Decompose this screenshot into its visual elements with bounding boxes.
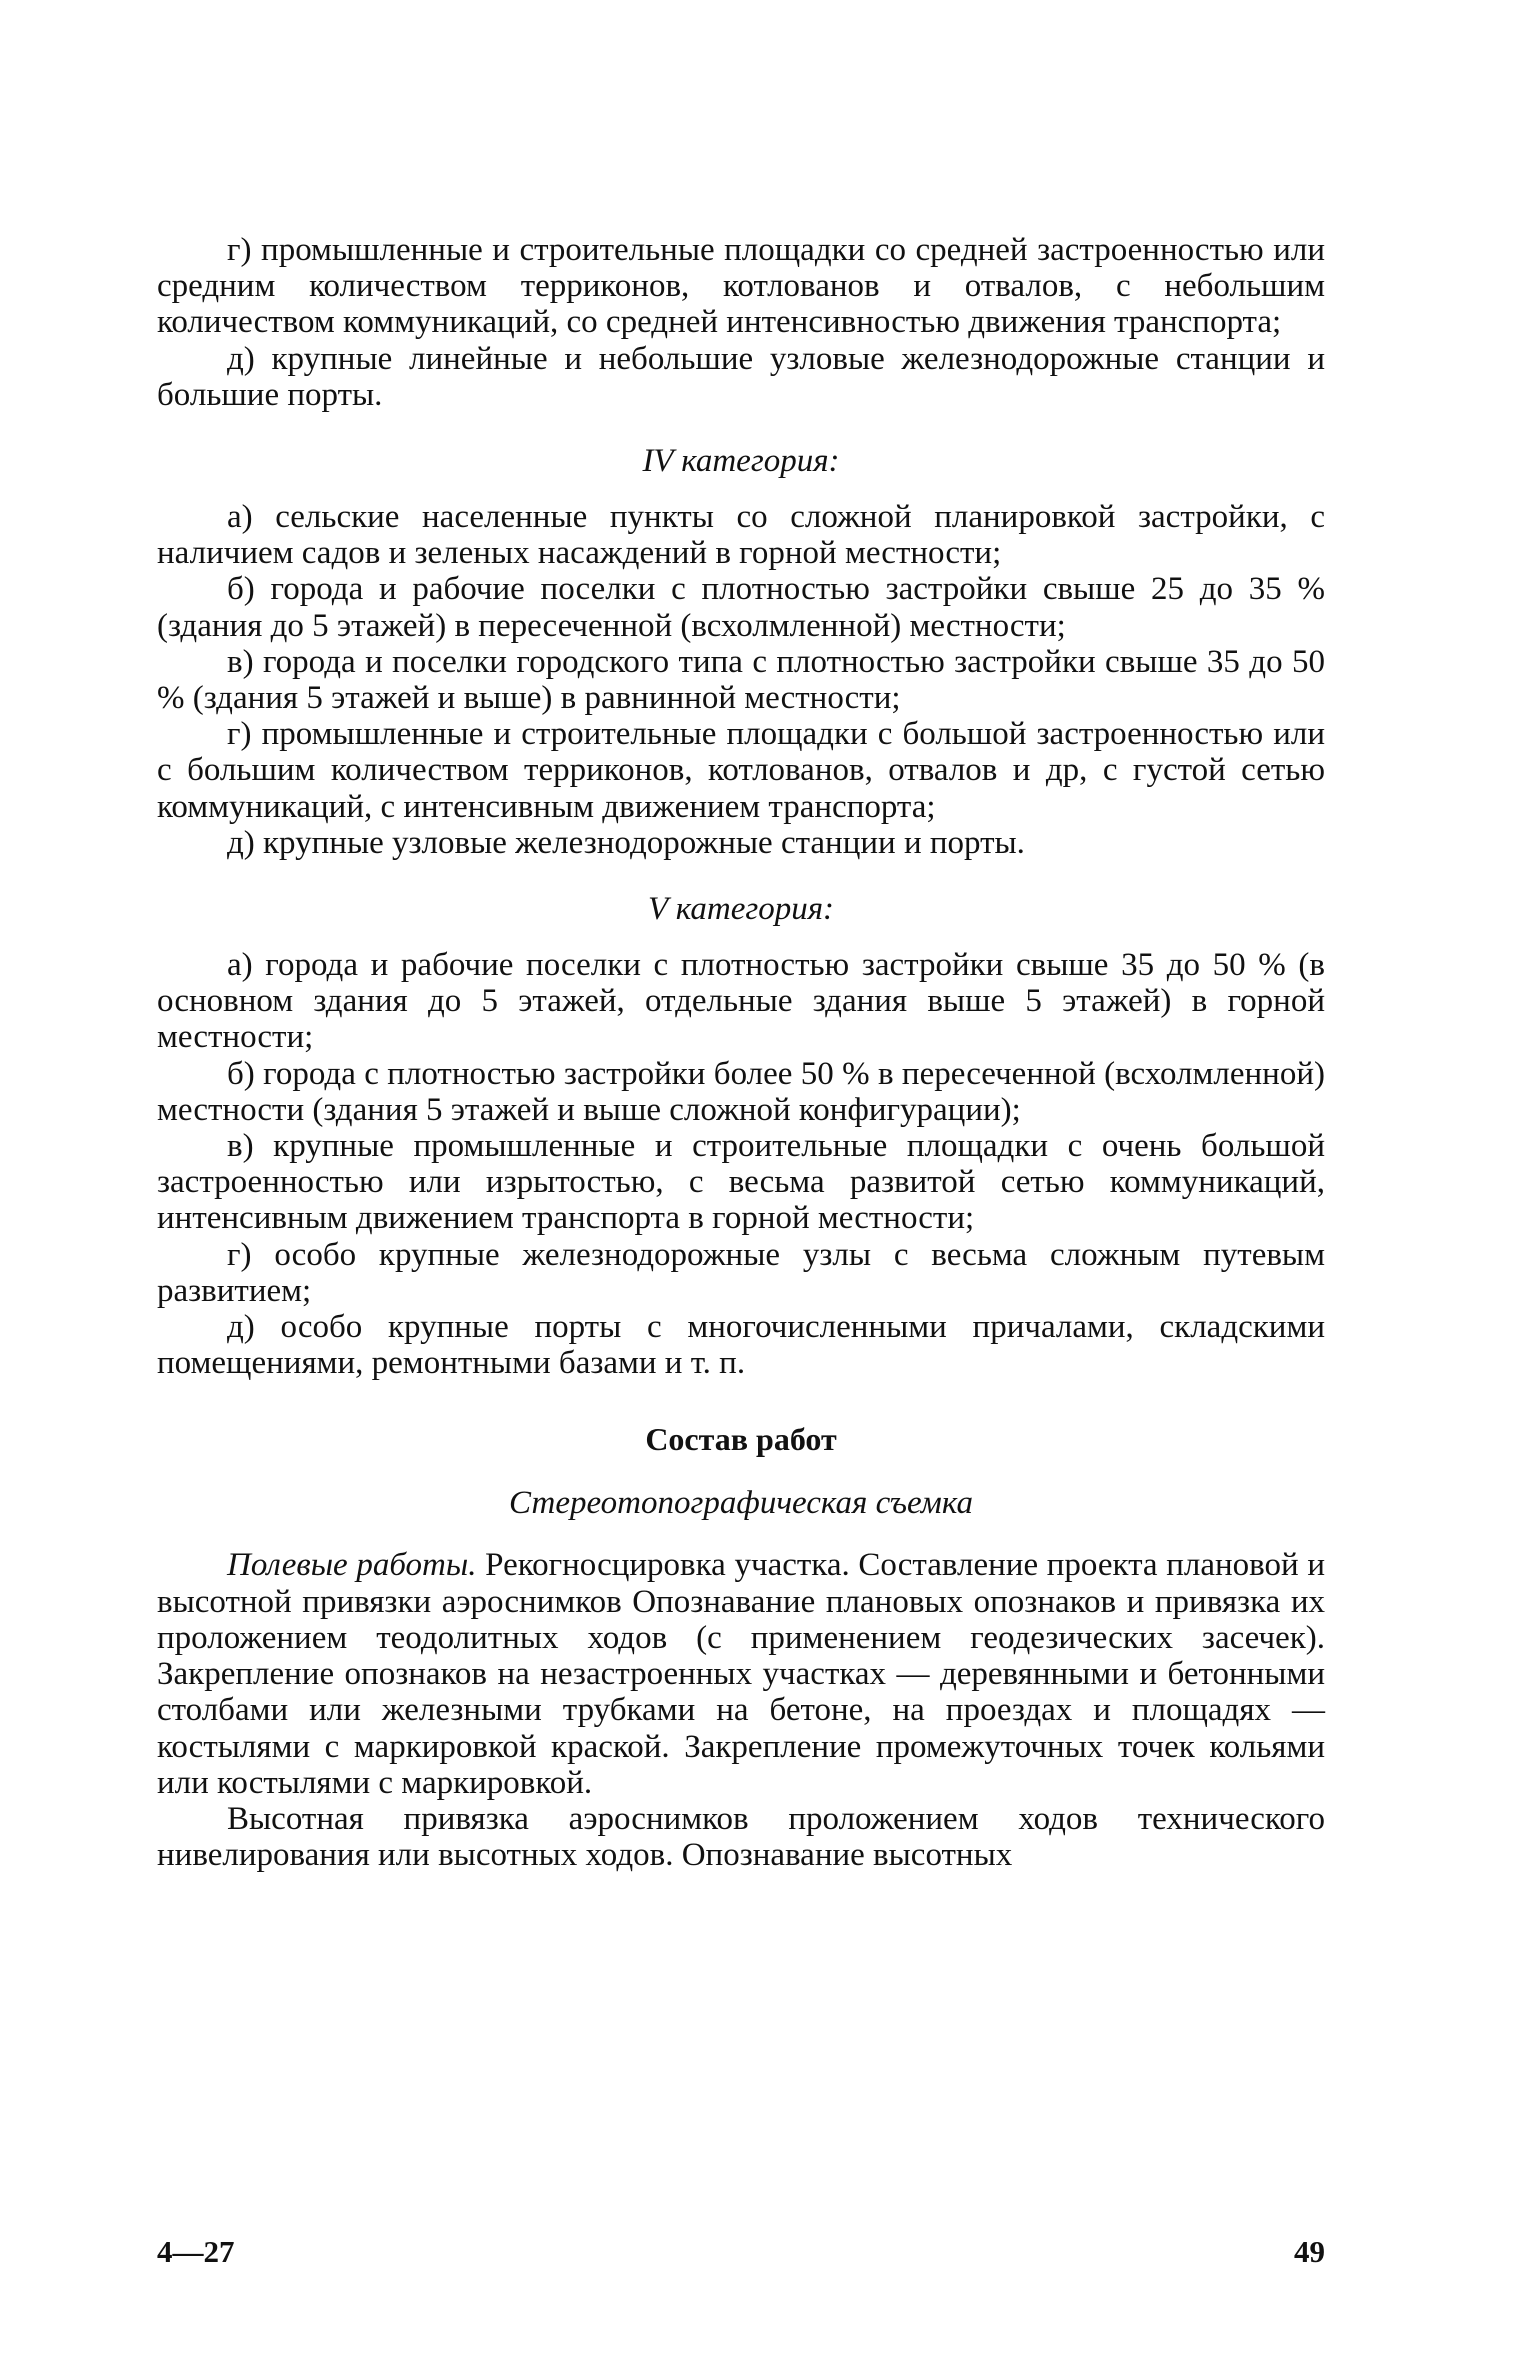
field-works-lead: Полевые работы.: [227, 1547, 477, 1584]
category-4-heading: IV категория:: [642, 443, 840, 480]
page-body: [157, 232, 1325, 1873]
cat4-item-g: г) промышленные и строительные площадки с большой застроенностью или с большим количеством терриконов, котлованов, отвалов и др, с густой сетью коммуникаций, с интенсивным движением транспорта;: [157, 716, 1325, 825]
field-works-text: Рекогносцировка участка. Составление проекта плановой и высотной привязки аэроснимков Опознавание плановых опознаков и привязка их проложением теодолитных ходов (с применением геодезических засечек). Закрепление опознаков на незастроенных участках — деревянными и бетонными столбами или железными трубками на бетоне, на проездах и площадях — костылями с маркировкой краской. Закрепление промежуточных точек кольями или костылями с маркировкой.: [157, 1547, 1326, 1801]
cat4-item-v: в) города и поселки городского типа с плотностью застройки свыше 35 до 50 % (здания 5 этажей и выше) в равнинной местности;: [157, 643, 1325, 717]
cat5-item-d: д) особо крупные порты с многочисленными причалами, складскими помещениями, ремонтными базами и т. п.: [157, 1309, 1325, 1382]
cat4-item-d: д) крупные узловые железнодорожные станции и порты.: [227, 824, 1025, 861]
cat5-item-v: в) крупные промышленные и строительные площадки с очень большой застроенностью или изрытостью, с весьма развитой сетью коммуникаций, интенсивным движением транспорта в горной местности;: [157, 1128, 1325, 1237]
section-title: Состав работ: [645, 1421, 837, 1458]
paragraph-g-cat3: г) промышленные и строительные площадки со средней застроенностью или средним количеством терриконов, котлованов и отвалов, с небольшим количеством коммуникаций, со средней интенсивностью движения транспорта;: [157, 232, 1325, 341]
printer-signature: 4—27: [157, 2234, 235, 2269]
field-works-paragraph: [157, 1547, 1325, 1800]
subsection-title: Стереотопографическая съемка: [509, 1485, 973, 1522]
cat5-item-b: б) города с плотностью застройки более 50 % в пересеченной (всхолмленной) местности (здания 5 этажей и выше сложной конфигурации);: [157, 1055, 1325, 1128]
page-number: 49: [1294, 2234, 1325, 2269]
height-binding-paragraph: Высотная привязка аэроснимков проложением ходов технического нивелирования или высотных ходов. Опознавание высотных: [157, 1800, 1325, 1874]
paragraph-d-cat3: д) крупные линейные и небольшие узловые железнодорожные станции и большие порты.: [157, 340, 1325, 413]
cat4-item-b: б) города и рабочие поселки с плотностью застройки свыше 25 до 35 % (здания до 5 этажей) в пересеченной (всхолмленной) местности;: [157, 571, 1325, 644]
cat5-item-a: а) города и рабочие поселки с плотностью застройки свыше 35 до 50 % (в основном здания до 5 этажей, отдельные здания выше 5 этажей) в горной местности;: [157, 947, 1325, 1056]
category-5-heading: V категория:: [647, 891, 835, 928]
cat4-item-a: а) сельские населенные пункты со сложной планировкой застройки, с наличием садов и зеленых насаждений в горной местности;: [157, 499, 1325, 572]
cat5-item-g: г) особо крупные железнодорожные узлы с весьма сложным путевым развитием;: [157, 1236, 1325, 1309]
page-footer: [157, 2232, 1325, 2272]
